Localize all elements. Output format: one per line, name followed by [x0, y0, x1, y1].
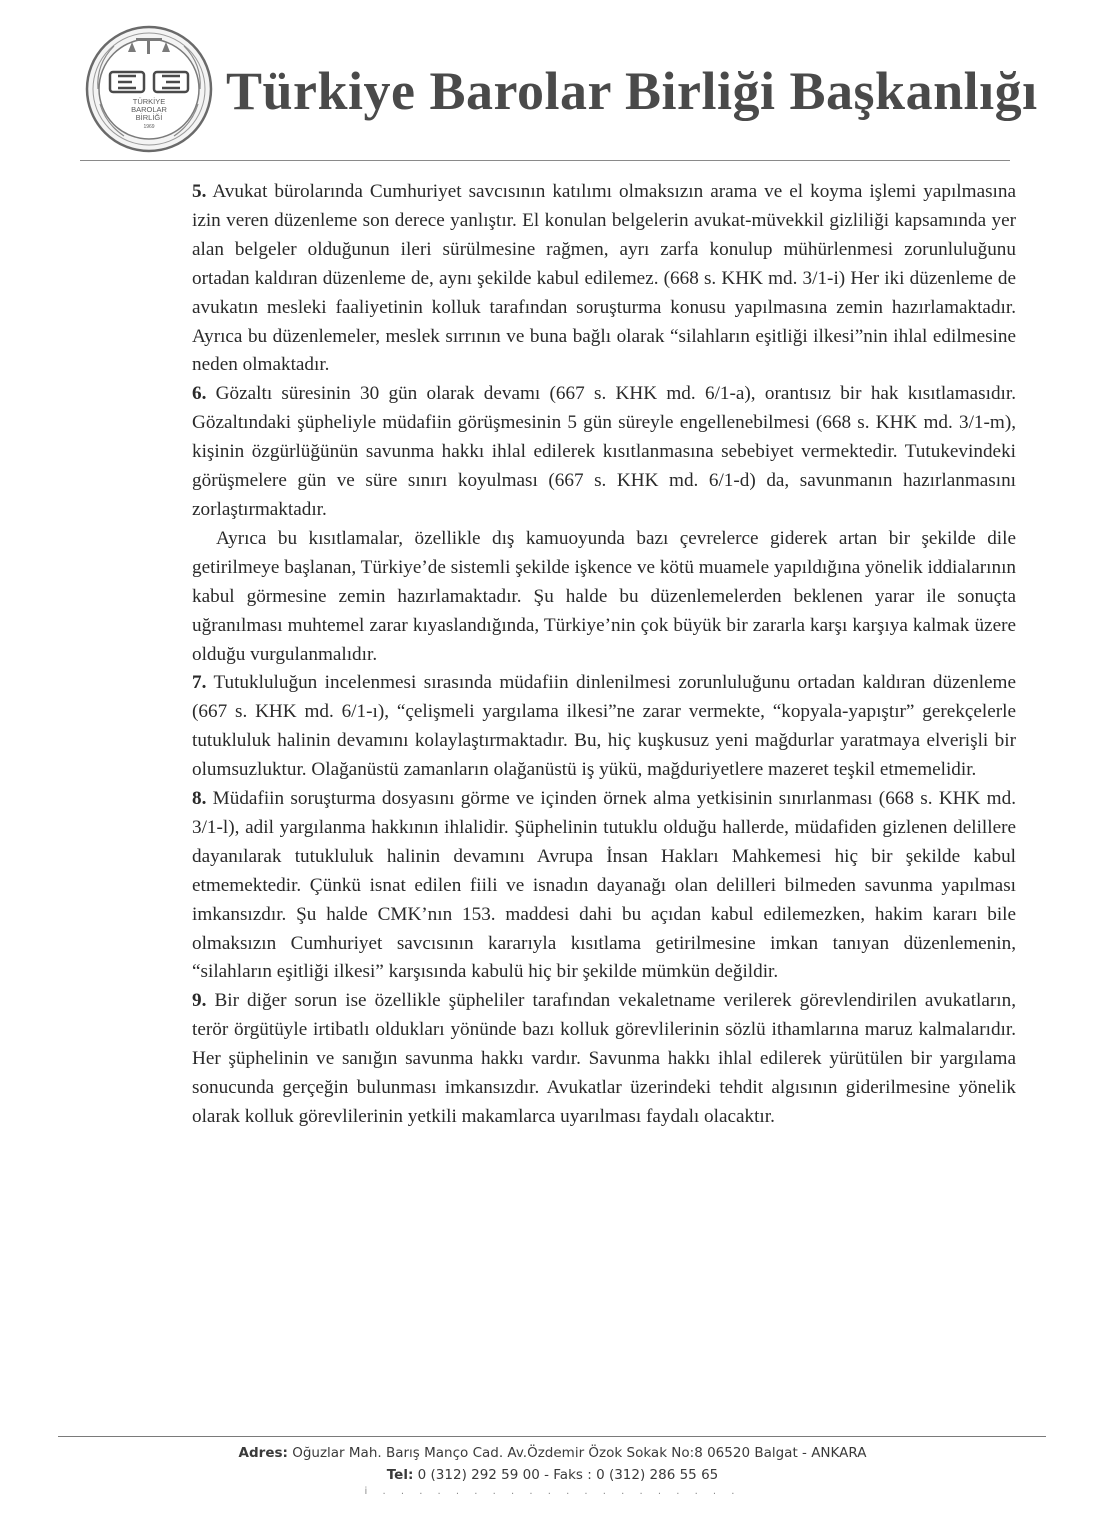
- paragraph-text: Bir diğer sorun ise özellikle şüpheliler tarafından vekaletname verilerek görevlendirilen avukatların, terör örgütüyle irtibatlı oldukları yönünde bazı kolluk görevlilerinin sözlü ithamlarına maruz kalmalarıdır. Her şüphelinin ve sanığın savunma hakkı vardır. Savunma hakkı ihlal edilerek yürütülen bir yargılama sonucunda gerçeğin bulunması imkansızdır. Avukatlar üzerindeki tehdit algısının giderilmesine yönelik olarak kolluk görevlilerinin yetkili makamlarca uyarılması faydalı olacaktır.: [192, 990, 1016, 1127]
- paragraph-7: [192, 669, 1016, 785]
- paragraph-9: [192, 987, 1016, 1132]
- paragraph-text: Ayrıca bu kısıtlamalar, özellikle dış kamuoyunda bazı çevrelerce giderek artan bir şekilde dile getirilmeye başlanan, Türkiye’de sistemli şekilde işkence ve kötü muamele yapıldığına yönelik iddialarının kabul görmesine zemin hazırlamaktadır. Şu halde bu düzenlemelerden beklenen yarar ile sonuçta uğranılması muhtemel zarar kıyaslandığında, Türkiye’nin çok büyük bir zararla karşı karşıya kalmak üzere olduğu vurgulanmalıdır.: [192, 527, 1016, 665]
- address-value: Oğuzlar Mah. Barış Manço Cad. Av.Özdemir Özok Sokak No:8 06520 Balgat - ANKARA: [287, 1445, 867, 1461]
- organization-title: Türkiye Barolar Birliği Başkanlığı: [226, 61, 1038, 121]
- header-divider: [80, 160, 1010, 161]
- paragraph-text: Müdafiin soruşturma dosyasını görme ve içinden örnek alma yetkisinin sınırlanması (668 s. KHK md. 3/1-l), adil yargılanma hakkının ihlalidir. Şüphelinin tutuklu olduğu hallerde, müdafiden gizlenen delillere dayanılarak tutukluluk halinin devamını Avrupa İnsan Hakları Mahkemesi hiç bir şekilde kabul etmemektedir. Çünkü isnat edilen fiili ve isnadın dayanağı olan delilleri bilmeden savunma yapılması imkansızdır. Şu halde CMK’nın 153. maddesi dahi bu açıdan kabul edilemezken, hakim kararı bile olmaksızın Cumhuriyet savcısının kararıyla kısıtlama getirilmesine imkan tanıyan düzenlemenin, “silahların eşitliği ilkesi” karşısında kabulü hiç bir şekilde mümkün değildir.: [192, 788, 1016, 983]
- footer-phone: [0, 1464, 1105, 1486]
- paragraph-text: Avukat bürolarında Cumhuriyet savcısının katılımı olmaksızın arama ve el koyma işlemi yapılmasına izin veren düzenleme son derece yanlıştır. El konulan belgelerin avukat-müvekkil gizliliği kapsamında yer alan belgeler olduğunun ileri sürülmesine rağmen, ayrı zarfa konulup mühürlenmesi zorunluluğunu ortadan kaldıran düzenleme de, aynı şekilde kabul edilemez. (668 s. KHK md. 3/1-i) Her iki düzenleme de avukatın mesleki faaliyetinin kolluk tarafından soruşturma konusu yapılmasına zemin hazırlamaktadır. Ayrıca bu düzenlemeler, meslek sırrının ve buna bağlı olarak “silahların eşitliği ilkesi”nin ihlal edilmesine neden olmaktadır.: [192, 181, 1016, 376]
- footer-address: [0, 1442, 1105, 1464]
- tel-label: Tel:: [386, 1467, 414, 1483]
- item-number: 9.: [192, 990, 207, 1012]
- seal-text-3: BİRLİĞİ: [135, 113, 163, 122]
- bar-association-seal-icon: [84, 24, 214, 154]
- seal-text-1: TÜRKİYE: [132, 97, 166, 106]
- paragraph-text: Tutukluluğun incelenmesi sırasında müdafiin dinlenilmesi zorunluluğunu ortadan kaldıran düzenleme (667 s. KHK md. 6/1-ı), “çelişmeli yargılama ilkesi”ne zarar vermekte, “kopyala-yapıştır” gerekçelerle tutukluluk halinin devamını kolaylaştırmaktadır. Bu, hiç kuşkusuz yeni mağdurlar yaratmaya elverişli bir olumsuzluktur. Olağanüstü zamanların olağanüstü iş yükü, mağduriyetlere mazeret teşkil etmemelidir.: [192, 672, 1016, 781]
- document-body: [192, 178, 1016, 1132]
- paragraph-8: [192, 785, 1016, 987]
- item-number: 6.: [192, 383, 207, 405]
- footer-partial-line: i . . . . . . . . . . . . . . . . . . . .: [364, 1486, 741, 1496]
- paragraph-6-continued: [192, 525, 1016, 670]
- seal-text-2: BAROLAR: [131, 105, 167, 114]
- paragraph-text: Gözaltı süresinin 30 gün olarak devamı (667 s. KHK md. 6/1-a), orantısız bir hak kısıtlamasıdır. Gözaltındaki şüpheliyle müdafiin görüşmesinin 5 gün süreyle engellenebilmesi (668 s. KHK md. 3/1-m), kişinin özgürlüğünün savunma hakkı ihlal edilerek kısıtlanmasına sebebiyet vermektedir. Tutukevindeki görüşmelere gün ve süre sınırı koyulması (667 s. KHK md. 6/1-d) da, savunmanın hazırlanmasını zorlaştırmaktadır.: [192, 383, 1016, 520]
- seal-text-4: 1969: [143, 124, 155, 130]
- address-label: Adres:: [238, 1445, 288, 1461]
- item-number: 7.: [192, 672, 207, 694]
- paragraph-6: [192, 380, 1016, 525]
- item-number: 5.: [192, 181, 207, 202]
- tel-value: 0 (312) 292 59 00 - Faks : 0 (312) 286 55 65: [413, 1467, 719, 1483]
- paragraph-5: [192, 178, 1016, 380]
- footer: [0, 1442, 1105, 1496]
- footer-divider: [58, 1436, 1046, 1437]
- item-number: 8.: [192, 788, 207, 810]
- letterhead: [84, 24, 1038, 164]
